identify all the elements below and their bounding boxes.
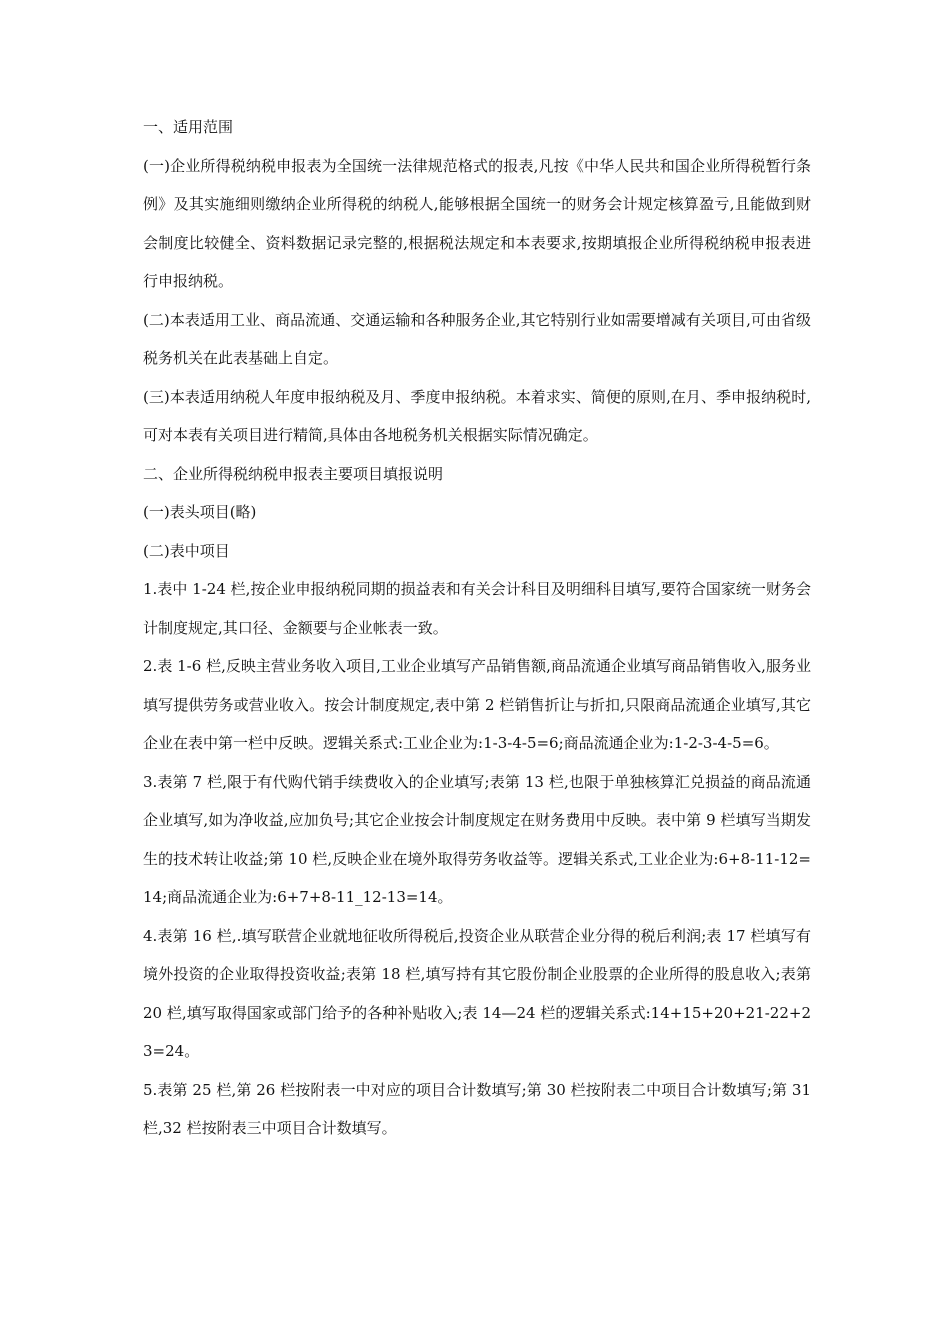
paragraph-scope-2: (二)本表适用工业、商品流通、交通运输和各种服务企业,其它特别行业如需要增减有关项目,可由省级税务机关在此表基础上自定。 — [143, 310, 811, 367]
paragraph-scope-1: (一)企业所得税纳税申报表为全国统一法律规范格式的报表,凡按《中华人民共和国企业所得税暂行条例》及其实施细则缴纳企业所得税的纳税人,能够根据全国统一的财务会计规定核算盈亏,且能做到财会制度比较健全、资料数据记录完整的,根据税法规定和本表要求,按期填报企业所得税纳税申报表进行申报纳税。 — [143, 156, 811, 290]
section-heading-scope: 一、适用范围 — [143, 118, 234, 136]
subheading-header-items: (一)表头项目(略) — [143, 503, 257, 521]
paragraph-item-4: 4.表第 16 栏,.填写联营企业就地征收所得税后,投资企业从联营企业分得的税后利润;表 17 栏填写有境外投资的企业取得投资收益;表第 18 栏,填写持有其它股份制企业股票的企业所得的股息收入;表第 20 栏,填写取得国家或部门给予的各种补贴收入;表 14—24 栏的逻辑关系式:14+15+20+21-22+23=24。 — [143, 926, 811, 1060]
paragraph-item-2: 2.表 1-6 栏,反映主营业务收入项目,工业企业填写产品销售额,商品流通企业填写商品销售收入,服务业填写提供劳务或营业收入。按会计制度规定,表中第 2 栏销售折让与折扣,只限商品流通企业填写,其它企业在表中第一栏中反映。逻辑关系式:工业企业为:1-3-4-5=6;商品流通企业为:1-2-3-4-5=6。 — [143, 657, 811, 752]
section-heading-instructions: 二、企业所得税纳税申报表主要项目填报说明 — [143, 464, 444, 483]
subheading-table-items: (二)表中项目 — [143, 541, 230, 560]
paragraph-item-5: 5.表第 25 栏,第 26 栏按附表一中对应的项目合计数填写;第 30 栏按附表二中项目合计数填写;第 31 栏,32 栏按附表三中项目合计数填写。 — [143, 1080, 811, 1137]
paragraph-item-3: 3.表第 7 栏,限于有代购代销手续费收入的企业填写;表第 13 栏,也限于单独核算汇兑损益的商品流通企业填写,如为净收益,应加负号;其它企业按会计制度规定在财务费用中反映。表中第 9 栏填写当期发生的技术转让收益;第 10 栏,反映企业在境外取得劳务收益等。逻辑关系式,工业企业为:6+8-11-12=14;商品流通企业为:6+7+8-11_12-13=14。 — [143, 772, 811, 906]
paragraph-item-1: 1.表中 1-24 栏,按企业申报纳税同期的损益表和有关会计科目及明细科目填写,要符合国家统一财务会计制度规定,其口径、金额要与企业帐表一致。 — [143, 580, 811, 637]
paragraph-scope-3: (三)本表适用纳税人年度申报纳税及月、季度申报纳税。本着求实、简便的原则,在月、季申报纳税时,可对本表有关项目进行精简,具体由各地税务机关根据实际情况确定。 — [143, 387, 811, 444]
document-body — [143, 108, 811, 1148]
